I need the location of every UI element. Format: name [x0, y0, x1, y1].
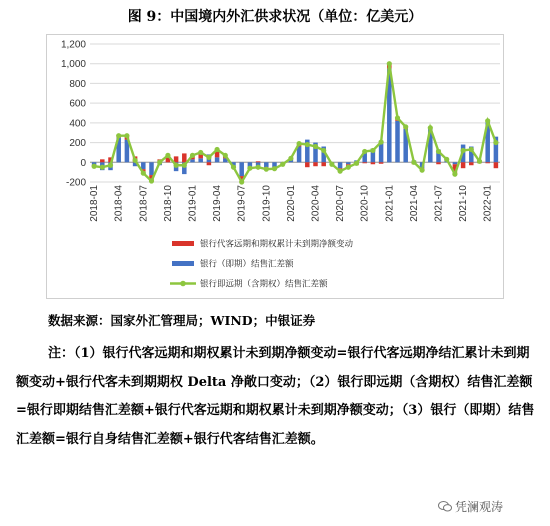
- bar-forward: [313, 162, 318, 166]
- y-tick-label: -200: [65, 177, 86, 189]
- line-point: [461, 148, 466, 153]
- x-tick-label: 2021-01: [384, 185, 396, 222]
- line-point: [92, 164, 97, 169]
- line-point: [108, 163, 113, 168]
- line-point: [198, 150, 203, 155]
- line-point: [362, 149, 367, 154]
- legend-label: 银行即远期（含期权）结售汇差额: [200, 279, 328, 290]
- legend-swatch: [172, 261, 194, 266]
- line-point: [223, 153, 228, 158]
- line-point: [247, 166, 252, 171]
- legend-marker: [180, 281, 186, 287]
- x-tick-label: 2020-10: [359, 185, 371, 222]
- bar-spot: [149, 162, 154, 175]
- line-point: [288, 156, 293, 161]
- line-point: [338, 169, 343, 174]
- bar-forward: [469, 162, 474, 165]
- bar-spot: [190, 159, 195, 162]
- bar-forward: [461, 162, 466, 168]
- line-point: [313, 144, 318, 149]
- line-point: [157, 160, 162, 165]
- line-point: [165, 153, 170, 158]
- bar-forward: [485, 162, 490, 163]
- line-point: [305, 142, 310, 147]
- x-tick-label: 2018-07: [138, 185, 150, 222]
- line-point: [452, 172, 457, 177]
- x-tick-label: 2022-01: [482, 185, 494, 222]
- line-point: [346, 165, 351, 170]
- chart-title: 图 9：中国境内外汇供求状况（单位：亿美元）: [127, 9, 423, 25]
- line-point: [420, 168, 425, 173]
- line-point: [354, 161, 359, 166]
- line-point: [297, 141, 302, 146]
- legend-label: 银行（即期）结售汇差额: [200, 259, 294, 270]
- line-point: [403, 124, 408, 129]
- bar-spot: [346, 162, 351, 164]
- line-point: [100, 165, 105, 170]
- bar-forward: [182, 153, 187, 162]
- x-tick-label: 2018-10: [162, 185, 174, 222]
- x-tick-label: 2019-07: [236, 185, 248, 222]
- x-tick-label: 2021-04: [408, 185, 420, 222]
- legend-swatch: [172, 241, 194, 246]
- line-point: [321, 148, 326, 153]
- line-point: [124, 133, 129, 138]
- bar-spot: [215, 157, 220, 162]
- line-point: [329, 162, 334, 167]
- bar-forward: [100, 159, 105, 162]
- bar-spot: [264, 162, 269, 167]
- data-source: 数据来源：国家外汇管理局；WIND；中银证券: [48, 313, 316, 328]
- line-point: [379, 139, 384, 144]
- bar-forward: [256, 161, 261, 162]
- x-tick-label: 2019-04: [212, 185, 224, 222]
- bar-forward: [174, 156, 179, 162]
- y-tick-label: 1,200: [60, 39, 86, 51]
- line-point: [231, 165, 236, 170]
- line-point: [264, 167, 269, 172]
- line-point: [182, 163, 187, 168]
- line-point: [206, 155, 211, 160]
- bar-forward: [436, 162, 441, 164]
- line-point: [428, 125, 433, 130]
- x-tick-label: 2021-10: [458, 185, 470, 222]
- line-point: [485, 118, 490, 123]
- note-text: 注：（1）银行代客远期和期权累计未到期净额变动=银行代客远期净结汇累计未到期额变动+银行代客未到期期权 Delta 净敞口变动；（2）银行即远期（含期权）结售汇差额=银行即期结售汇差额+银行代客远期和期权累计未到期净额变动；（3）银行（即期）结售汇差额=银行自身结售汇差额+银行代客结售汇差额。: [16, 346, 535, 447]
- line-point: [215, 147, 220, 152]
- watermark-text: 凭澜观涛: [455, 500, 504, 514]
- bar-spot: [395, 121, 400, 162]
- bar-forward: [305, 162, 310, 167]
- bar-forward: [362, 162, 367, 163]
- x-tick-label: 2019-01: [187, 185, 199, 222]
- y-tick-label: 600: [69, 98, 86, 110]
- bar-spot: [141, 162, 146, 169]
- line-point: [272, 166, 277, 171]
- y-tick-label: 400: [69, 118, 86, 130]
- legend-label: 银行代客远期和期权累计未到期净额变动: [200, 239, 354, 250]
- y-tick-label: 800: [69, 78, 86, 90]
- line-point: [469, 147, 474, 152]
- chart-svg: [46, 34, 504, 299]
- line-point: [149, 178, 154, 183]
- line-point: [116, 133, 121, 138]
- y-tick-label: 1,000: [60, 59, 86, 71]
- y-tick-label: 200: [69, 138, 86, 150]
- bar-forward: [371, 162, 376, 164]
- x-tick-label: 2021-07: [433, 185, 445, 222]
- bar-spot: [198, 158, 203, 162]
- y-axis: [61, 40, 86, 189]
- line-point: [133, 158, 138, 163]
- line-point: [387, 61, 392, 66]
- line-point: [436, 149, 441, 154]
- line-point: [141, 171, 146, 176]
- x-tick-label: 2019-10: [261, 184, 273, 222]
- bar-forward: [207, 162, 212, 165]
- y-tick-label: 0: [80, 157, 86, 169]
- x-tick-label: 2020-07: [335, 185, 347, 222]
- line-point: [477, 159, 482, 164]
- watermark: [438, 498, 503, 515]
- line-point: [239, 179, 244, 184]
- x-tick-label: 2018-01: [89, 185, 101, 222]
- bar-forward: [379, 162, 384, 163]
- bar-spot: [297, 147, 302, 163]
- line-point: [444, 157, 449, 162]
- legend: [170, 239, 354, 290]
- wechat-icon: [438, 501, 452, 512]
- line-point: [256, 165, 261, 170]
- bar-spot: [338, 162, 343, 168]
- bar-forward: [494, 162, 499, 168]
- x-tick-label: 2020-01: [285, 185, 297, 222]
- bar-spot: [239, 162, 244, 176]
- bar-spot: [453, 162, 458, 164]
- x-tick-label: 2018-04: [113, 185, 125, 222]
- line-point: [280, 162, 285, 167]
- line-point: [190, 153, 195, 158]
- bar-forward: [321, 162, 326, 166]
- line-point: [493, 140, 498, 145]
- line-point: [411, 160, 416, 165]
- line-point: [370, 148, 375, 153]
- line-point: [395, 115, 400, 120]
- line-point: [174, 163, 179, 168]
- x-tick-label: 2020-04: [310, 185, 322, 222]
- x-axis: [89, 185, 494, 222]
